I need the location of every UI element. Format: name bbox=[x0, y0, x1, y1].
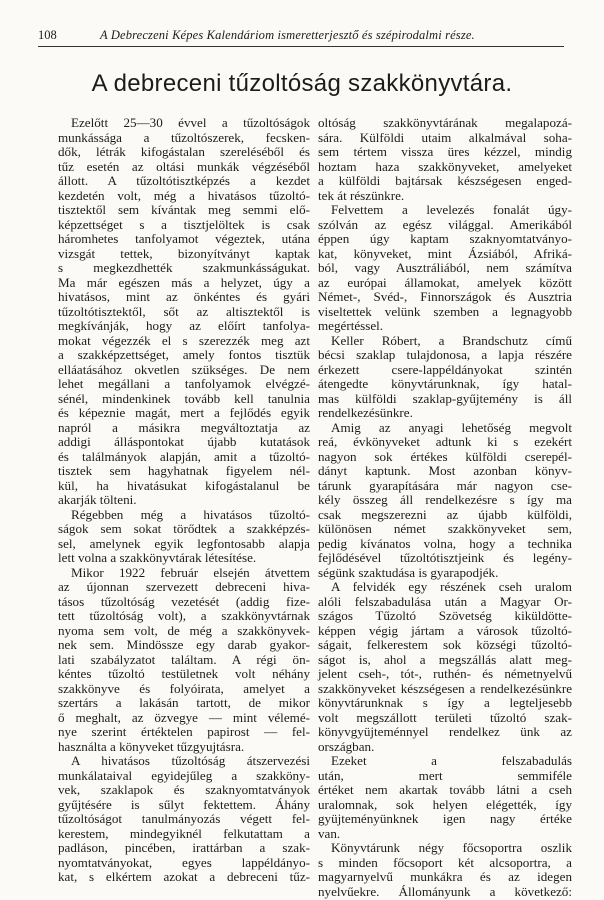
text-line: kezdetén volt, még a hivatásos tűzoltó- bbox=[58, 187, 310, 203]
text-line: Keller Róbert, a Brandschutz című bbox=[331, 332, 572, 348]
text-line: Mikor 1922 február elsején átvettem bbox=[71, 564, 310, 580]
text-line: reá, évkönyveket adtunk ki s ezekért bbox=[318, 434, 572, 449]
text-line: Régebben még a hivatásos tűzoltó- bbox=[71, 506, 310, 522]
text-line: vek, szaklapok és szaknyomtatványok bbox=[58, 782, 310, 797]
text-line: mas külföldi szaklap-gyűjtemény is áll bbox=[318, 390, 572, 406]
text-line: használta a könyveket tűzgyujtásra. bbox=[58, 738, 245, 754]
text-line: munkálataival egyidejűleg a szakköny- bbox=[58, 767, 310, 783]
text-line: ségünk szaktudása is gyarapodjék. bbox=[318, 564, 499, 580]
text-line: tisztektől sem kívántak meg semmi elő- bbox=[58, 202, 310, 217]
text-line: képpen végig jártam a városok tűzoltó- bbox=[318, 622, 572, 638]
running-title: A Debreczeni Képes Kalendáriom ismeretterjesztő és szépirodalmi része. bbox=[100, 28, 475, 42]
text-line: gyüjteményünknek igen nagy értéke bbox=[318, 811, 572, 826]
page-header bbox=[38, 28, 564, 46]
text-line: ból, vagy Ausztráliából, nem számítva bbox=[318, 260, 572, 275]
text-line: értéket nem akartak tovább látni a cseh bbox=[318, 782, 572, 797]
text-line: A felvidék egy részének cseh uralom bbox=[331, 579, 572, 594]
text-line: lati szabályzatot találtam. A régi ön- bbox=[58, 651, 310, 667]
text-line: Német-, Svéd-, Finnországok és Ausztria bbox=[318, 289, 572, 304]
text-line: nek sem. Mindössze egy darab gyakor- bbox=[58, 637, 310, 652]
text-line: fejlődésével tűzoltótisztjeink és legény- bbox=[318, 550, 572, 565]
text-line: könyvgyüjteménnyel rendelkez ünk az bbox=[318, 724, 572, 739]
text-line: tűz esetén az oltási munkák végzéséből bbox=[58, 158, 310, 174]
text-line: sem tértem vissza üres kézzel, mindig bbox=[318, 144, 572, 159]
text-line: kéntes tűzoltó testületnek volt néhány bbox=[58, 666, 310, 681]
text-line: kerestem, mindegyiknél felkutattam a bbox=[58, 825, 310, 841]
text-line: mokat végezzék el s szerezzék meg azt bbox=[58, 332, 310, 348]
text-line: nyoma sem volt, de még a szakkönyvek- bbox=[58, 622, 310, 638]
text-line: addigi álláspontokat újabb kutatások bbox=[58, 434, 310, 449]
text-line: nagyon sok értékes külföldi cserepél- bbox=[318, 448, 572, 464]
text-line: padláson, pincében, irattárban a szak- bbox=[58, 840, 310, 855]
text-line: elláatásához okvetlen szükséges. De nem bbox=[58, 361, 310, 377]
text-line: az újonnan szervezett debreceni hiva- bbox=[58, 579, 310, 594]
text-line: szakkönyveket készségesen a rendelkezésünkre bbox=[318, 680, 572, 696]
text-line: magyarnyelvű munkákra és az idegen bbox=[318, 869, 572, 884]
text-line: oltóság szakkönyvtárának megalapozá- bbox=[318, 115, 572, 130]
text-line: szertárs a lakásán tartott, de mikor bbox=[58, 695, 310, 710]
text-line: uralomnak, sok helyen elégették, így bbox=[318, 796, 572, 812]
text-line: sel, amelynek egyik legfontosabb alapja bbox=[58, 535, 310, 551]
text-line: Könyvtárunk négy főcsoportra oszlik bbox=[331, 840, 572, 855]
text-line: jelent cseh-, tót-, ruthén- és németnyelvű bbox=[318, 666, 572, 681]
text-line: a külföldi bajtársak készségesen enged- bbox=[318, 173, 572, 188]
text-line: éppen úgy kaptam szaknyomtatványo- bbox=[318, 231, 572, 246]
text-line: lehet megállani a tanfolyamok elvégzé- bbox=[58, 376, 310, 391]
text-line: a szakképzettséget, amely fontos tisztük bbox=[58, 347, 310, 362]
text-line: tárunk gyarapítására már nagyon cse- bbox=[318, 477, 572, 493]
right-column bbox=[318, 116, 572, 899]
text-line: ő meghalt, az özvegye — mint vélemé- bbox=[58, 709, 310, 725]
text-line: sára. Külföldi utaim alkalmával soha- bbox=[318, 129, 572, 145]
text-line: Ezelőtt 25—30 évvel a tűzoltóságok bbox=[71, 115, 310, 130]
text-line: országban. bbox=[318, 738, 375, 754]
text-line: pedig kívánatos volna, hogy a technika bbox=[318, 535, 572, 551]
text-line: megértéssel. bbox=[318, 318, 384, 333]
text-line: csak megszerezni az újabb külföldi, bbox=[318, 506, 572, 522]
page-number: 108 bbox=[38, 28, 57, 42]
text-line: átengedte könyvtárunknak, így hatal- bbox=[318, 376, 572, 391]
text-line: és képeznie magát, mert a fejlődés egyik bbox=[58, 405, 310, 420]
text-line: tek át részünkre. bbox=[318, 187, 405, 203]
text-line: képzettséget s a tisztjelöltek is csak bbox=[58, 216, 310, 232]
text-line: ságok sem sokat törődtek a szakképzés- bbox=[58, 521, 310, 536]
text-line: hoztam haza szakkönyveket, amelyeket bbox=[318, 158, 572, 174]
text-line: ságot is, ahol a megszállás alatt meg- bbox=[318, 651, 572, 667]
text-line: vizsgát tettek, bizonyítványt kaptak bbox=[58, 245, 310, 261]
text-line: A hivatásos tűzoltóság átszervezési bbox=[71, 753, 310, 768]
text-line: hivatásos, mint az önkéntes és gyári bbox=[58, 289, 310, 304]
text-line: dányt kaptunk. Most azonban könyv- bbox=[318, 463, 572, 478]
text-line: kat, s elkértem azokat a debreceni tűz- bbox=[58, 869, 310, 884]
text-line: és találmányok alapján, amit a tűzoltó- bbox=[58, 448, 310, 464]
text-line: érkezett csere-lappéldányokat szintén bbox=[318, 361, 572, 377]
text-line: állott. A tűzoltótisztképzés a kezdet bbox=[58, 173, 310, 188]
article-title: A debreceni tűzoltóság szakkönyvtára. bbox=[91, 70, 513, 97]
text-line: különösen német szakkönyveket sem, bbox=[318, 521, 572, 536]
text-line: szágos Tűzoltó Szövetség kiküldötte- bbox=[318, 608, 572, 623]
text-line: tűzoltóságot tanulmányozás végett fel- bbox=[58, 811, 310, 826]
text-line: kül, ha hivatásukat kifogástalanul be bbox=[58, 477, 310, 493]
text-line: gyűjtésére is sűlyt fektettem. Áhány bbox=[58, 796, 310, 812]
text-line: tűzoltótisztektől, sőt az altisztektől is bbox=[58, 303, 310, 319]
text-line: ságait, felkerestem sok községi tűzoltó- bbox=[318, 637, 572, 652]
text-line: van. bbox=[318, 825, 341, 841]
text-line: után, mert semmiféle bbox=[318, 767, 572, 783]
text-line: könyvtárunknak s így a legteljesebb bbox=[318, 695, 572, 710]
text-line: Ma már egészen más a helyzet, úgy a bbox=[58, 274, 310, 290]
text-line: alóli felszabadulása után a Magyar Or- bbox=[318, 593, 572, 609]
header-rule bbox=[38, 46, 564, 47]
text-line: lett volna a szakkönyvtárak létesítése. bbox=[58, 550, 257, 565]
text-line: megkívánják, hogy az előírt tanfolya- bbox=[58, 318, 310, 333]
text-line: s megkezdhették szakmunkásságukat. bbox=[58, 260, 310, 275]
text-line: volt megszállott területi tűzoltó szak- bbox=[318, 709, 572, 725]
text-line: nye szerint értéktelen papirost — fel- bbox=[58, 724, 310, 739]
text-line: nyelvűekre. Állományunk a következő: bbox=[318, 883, 572, 899]
text-line: s minden főcsoport két alcsoportra, a bbox=[318, 854, 572, 870]
text-line: tisztek sem hagyhatnak figyelem nél- bbox=[58, 463, 310, 478]
text-line: kély összeg áll rendelkezésre s így ma bbox=[318, 492, 572, 507]
text-line: háromhetes tanfolyamot végeztek, utána bbox=[58, 231, 310, 246]
text-line: az európai államokat, amelyek között bbox=[318, 274, 572, 290]
text-line: Amig az anyagi lehetőség megvolt bbox=[331, 419, 572, 435]
text-line: rendelkezésünkre. bbox=[318, 405, 413, 420]
text-line: Ezeket a felszabadulás bbox=[331, 753, 572, 768]
text-line: Felvettem a levelezés fonalát úgy- bbox=[331, 202, 572, 217]
text-line: tett tűzoltóság volt), a szakkönyvtárnak bbox=[58, 608, 310, 623]
text-line: szakkönyve és folyóirata, amelyet a bbox=[58, 680, 310, 696]
text-line: tásos tűzoltóság vezetését (addig fize- bbox=[58, 593, 310, 609]
text-line: szólván az egész világgal. Amerikából bbox=[318, 216, 572, 232]
text-line: sénél, mindenkinek tovább kell tanulnia bbox=[58, 390, 310, 406]
text-line: kat, könyveket, mint Ázsiából, Afriká- bbox=[318, 245, 572, 261]
text-line: nyomtatványokat, egyes lappéldányo- bbox=[58, 854, 310, 870]
text-line: viseltettek velünk szemben a legnagyobb bbox=[318, 303, 572, 319]
text-line: dők, létrák kifogástalan szereléséből és bbox=[58, 144, 310, 159]
text-line: akarják tölteni. bbox=[58, 492, 137, 507]
text-line: bécsi szaklap tulajdonosa, a lapja részére bbox=[318, 347, 572, 362]
text-line: napról a másikra megváltoztatja az bbox=[58, 419, 310, 435]
text-line: munkássága a tűzoltószerek, fecsken- bbox=[58, 129, 310, 145]
left-column bbox=[58, 116, 310, 885]
